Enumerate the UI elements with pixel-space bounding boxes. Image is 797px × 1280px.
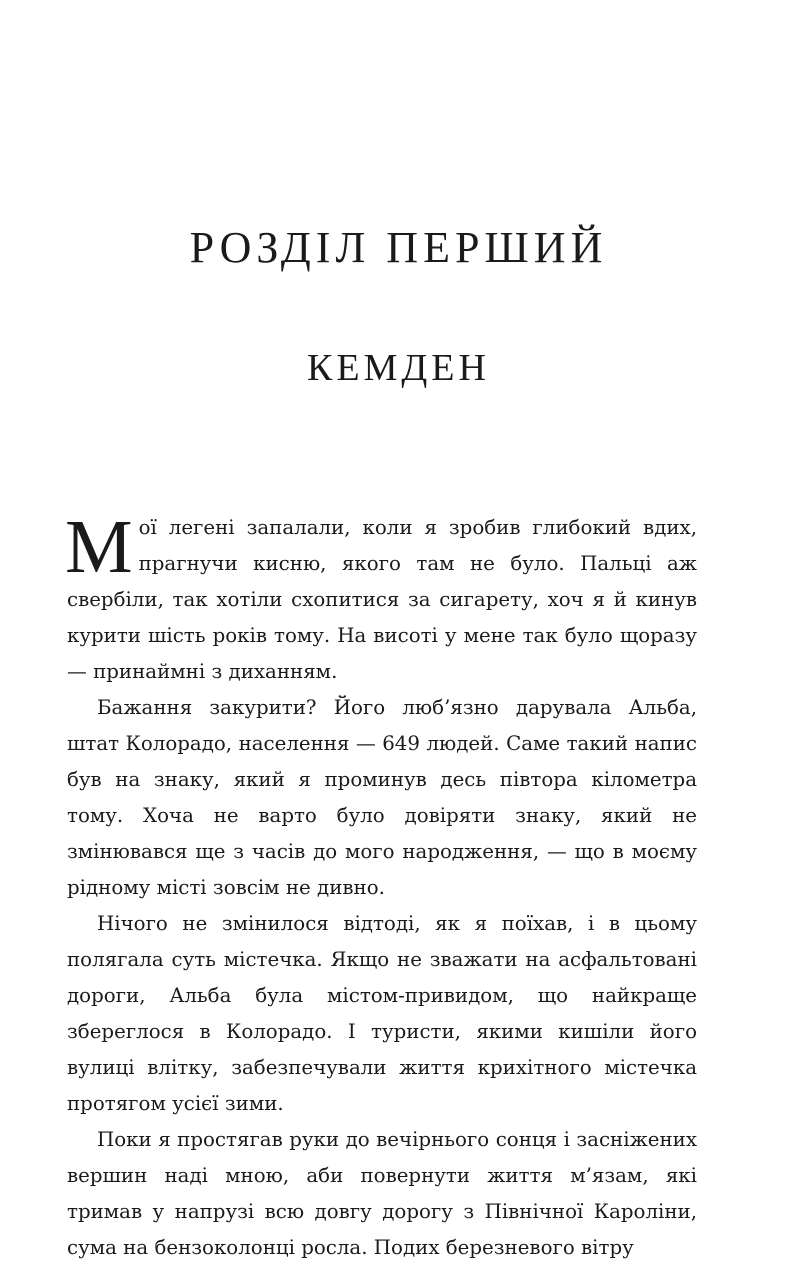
body-text <box>65 505 697 1266</box>
paragraph-4: Поки я простягав руки до вечірнього сонця і засніжених вершин наді мною, аби повернути життя м’язам, які тримав у напрузі всю довгу дорогу з Північної Кароліни, сума на бензоколонці росла. Подих березневого вітру <box>67 1128 697 1259</box>
paragraph-1 <box>65 505 697 690</box>
drop-cap: М <box>65 505 133 589</box>
chapter-title: РОЗДІЛ ПЕРШИЙ <box>189 223 608 272</box>
chapter-subtitle: КЕМДЕН <box>307 347 490 389</box>
paragraph-1-text: ої легені запалали, коли я зробив глибокий вдих, прагнучи кисню, якого там не було. Пальці аж свербіли, так хотіли схопитися за сигарету, хоч я й кинув курити шість років тому. На висоті у мене так було щоразу — принаймні з диханням. <box>67 516 697 683</box>
paragraph-2: Бажання закурити? Його люб’язно дарувала Альба, штат Колорадо, населення — 649 людей. Саме такий напис був на знаку, який я проминув десь півтора кілометра тому. Хоча не варто було довіряти знаку, який не змінювався ще з часів до мого народження, — що в моєму рідному місті зовсім не дивно. <box>67 696 697 899</box>
paragraph-3: Нічого не змінилося відтоді, як я поїхав, і в цьому полягала суть містечка. Якщо не зважати на асфальтовані дороги, Альба була містом-привидом, що найкраще збереглося в Колорадо. І туристи, якими кишіли його вулиці влітку, забезпечували життя крихітного містечка протягом усієї зими. <box>67 912 697 1115</box>
